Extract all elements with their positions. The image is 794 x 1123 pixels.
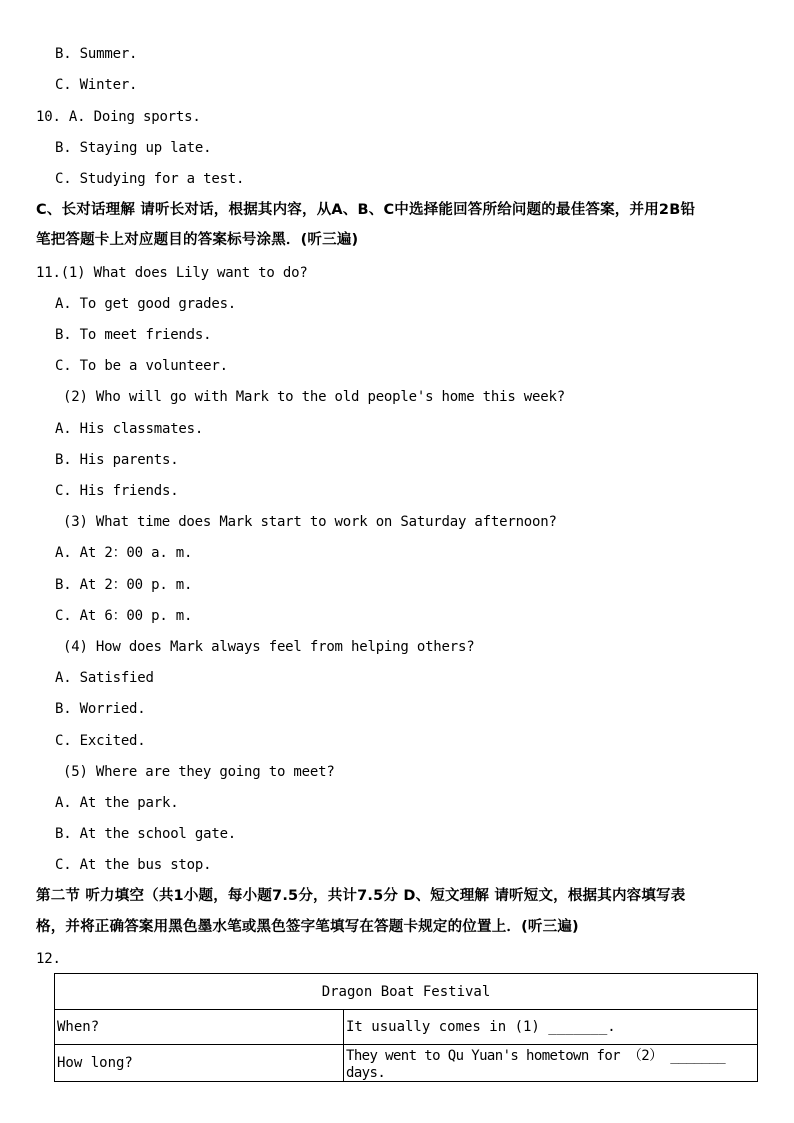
q11-sub4-question: (4) How does Mark always feel from helping others? bbox=[63, 639, 475, 655]
q11-sub1-option-b: B. To meet friends. bbox=[55, 327, 212, 343]
q11-sub4-option-a: A. Satisfied bbox=[55, 670, 154, 686]
q12-number: 12. bbox=[36, 951, 61, 967]
table-cell-label-when: When? bbox=[55, 1010, 344, 1045]
table-title-row bbox=[55, 974, 758, 1010]
q11-sub5-option-a: A. At the park. bbox=[55, 795, 179, 811]
q11-sub2-option-c: C. His friends. bbox=[55, 483, 179, 499]
q11-sub3-option-c: C. At 6：00 p. m. bbox=[55, 608, 193, 624]
q11-sub3-option-a: A. At 2：00 a. m. bbox=[55, 545, 193, 561]
q11-sub4-option-b: B. Worried. bbox=[55, 701, 146, 717]
table-cell-label-how-long: How long? bbox=[55, 1045, 344, 1082]
q11-sub3-option-b: B. At 2：00 p. m. bbox=[55, 577, 193, 593]
section-2-instructions-line1: 第二节 听力填空（共1小题，每小题7.5分，共计7.5分 D、短文理解 请听短文，根据其内容填写表 bbox=[36, 888, 686, 904]
q10-option-a-text: A. Doing sports. bbox=[68, 109, 201, 125]
section-2-instructions-line2: 格，并将正确答案用黑色墨水笔或黑色签字笔填写在答题卡规定的位置上．(听三遍) bbox=[36, 919, 579, 935]
q11-sub5-option-c: C. At the bus stop. bbox=[55, 857, 212, 873]
q11-sub5-option-b: B. At the school gate. bbox=[55, 826, 237, 842]
q9-option-c: C. Winter. bbox=[55, 77, 138, 93]
section-c-instructions-line1: C、长对话理解 请听长对话，根据其内容，从A、B、C中选择能回答所给问题的最佳答案，并用2B铅 bbox=[36, 202, 696, 218]
table-row bbox=[55, 1010, 758, 1045]
dragon-boat-festival-table bbox=[54, 973, 758, 1082]
q9-option-b: B. Summer. bbox=[55, 46, 138, 62]
q10-option-b: B. Staying up late. bbox=[55, 140, 212, 156]
q11-sub1-question-text: (1) What does Lily want to do? bbox=[60, 265, 308, 281]
q11-sub2-question: (2) Who will go with Mark to the old people's home this week? bbox=[63, 389, 565, 405]
table-title: Dragon Boat Festival bbox=[55, 974, 758, 1010]
q11-sub2-option-a: A. His classmates. bbox=[55, 421, 204, 437]
q11-sub2-option-b: B. His parents. bbox=[55, 452, 179, 468]
q10-option-c: C. Studying for a test. bbox=[55, 171, 245, 187]
q10-number: 10. bbox=[36, 109, 61, 125]
q11-sub1-question bbox=[36, 263, 308, 283]
q10-option-a bbox=[36, 107, 201, 127]
table-cell-answer-how-long: They went to Qu Yuan's hometown for （2） _______ days. bbox=[344, 1045, 758, 1082]
table-cell-answer-when: It usually comes in (1) _______. bbox=[344, 1010, 758, 1045]
q11-sub1-option-a: A. To get good grades. bbox=[55, 296, 237, 312]
table-row bbox=[55, 1045, 758, 1082]
q11-number: 11. bbox=[36, 265, 61, 281]
q11-sub3-question: (3) What time does Mark start to work on Saturday afternoon? bbox=[63, 514, 557, 530]
q11-sub4-option-c: C. Excited. bbox=[55, 733, 146, 749]
q11-sub5-question: (5) Where are they going to meet? bbox=[63, 764, 335, 780]
q11-sub1-option-c: C. To be a volunteer. bbox=[55, 358, 228, 374]
section-c-instructions-line2: 笔把答题卡上对应题目的答案标号涂黑．(听三遍) bbox=[36, 232, 359, 248]
